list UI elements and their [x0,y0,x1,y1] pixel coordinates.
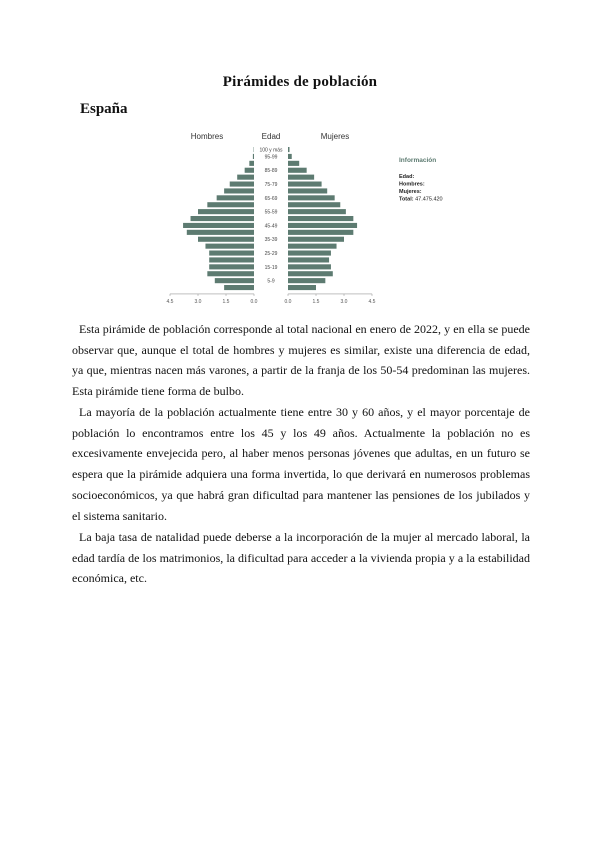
bar-mujeres-10-14 [288,271,333,276]
bar-hombres-10-14 [207,271,254,276]
bar-mujeres-95-99 [288,154,292,159]
age-label-65-69: 65-69 [264,195,278,202]
bar-hombres-55-59 [198,209,254,214]
bar-mujeres-90-94 [288,161,299,166]
paragraph-2: La mayoría de la población actualmente tiene entre 30 y 60 años, y el mayor porcentaje de población lo encontramos entre los 45 y los 49 años. Actualmente la población no es excesivamente envejecida pero, al haber menos personas jóvenes que adultas, en un futuro se espera que la pirámide adquiera una forma invertida, lo que derivará en numerosos problemas socioeconómicos, ya que habrá gran dificultad para mantener las pensiones de los jubilados y el sistema sanitario. [72,405,530,523]
age-label-35-39: 35-39 [264,237,278,244]
bar-hombres-65-69 [217,195,254,200]
info-panel-line-2: Mujeres: [399,189,422,195]
x-tick-label-0: 4.5 [166,298,174,305]
bar-mujeres-75-79 [288,182,322,187]
bar-mujeres-35-39 [288,237,344,242]
age-label-100-y-más: 100 y más [259,147,283,154]
bar-hombres-85-89 [245,168,254,173]
bar-mujeres-60-64 [288,202,340,207]
bar-hombres-5-9 [215,278,254,283]
x-tick-label-4: 0.0 [284,298,292,305]
info-panel-line-0: Edad: [399,174,415,180]
paragraph-1: Esta pirámide de población corresponde al total nacional en enero de 2022, y en ella se puede observar que, aunque el total de hombres y mujeres es similar, existe una diferencia de edad, ya que, mientras nacen más varones, a partir de la franja de los 50-54 predominan las mujeres. Esta pirámide tiene forma de bulbo. [72,322,530,399]
bar-mujeres-45-49 [288,223,357,228]
x-tick-label-6: 3.0 [340,298,348,305]
bar-hombres-50-54 [191,216,254,221]
bar-hombres-35-39 [198,237,254,242]
bar-mujeres-25-29 [288,251,331,256]
x-tick-label-5: 1.5 [312,298,320,305]
x-tick-label-3: 0.0 [250,298,258,305]
population-pyramid-chart [140,128,460,305]
x-tick-label-2: 1.5 [222,298,230,305]
bar-hombres-20-24 [209,257,254,262]
bar-hombres-0-4 [224,285,254,290]
bar-mujeres-55-59 [288,209,346,214]
age-label-25-29: 25-29 [264,251,278,257]
bar-mujeres-100-y-más [288,147,289,152]
age-label-45-49: 45-49 [264,223,278,230]
bar-mujeres-0-4 [288,285,316,290]
info-panel-line-3: Total: 47.475.420 [399,196,443,203]
age-label-5-9: 5-9 [267,278,275,285]
paragraph-3: La baja tasa de natalidad puede deberse a la incorporación de la mujer al mercado laboral, la edad tardía de los matrimonios, la dificultad para acceder a la vivienda propia y a la estabilidad económica, etc. [72,530,530,586]
info-panel-value-3: 47.475.420 [413,196,443,203]
bar-mujeres-5-9 [288,278,325,283]
bar-mujeres-70-74 [288,188,327,193]
section-subtitle: España [80,101,128,117]
bar-hombres-60-64 [207,202,254,207]
age-label-85-89: 85-89 [264,168,278,175]
bar-mujeres-50-54 [288,216,353,221]
age-label-15-19: 15-19 [264,264,278,271]
header-mujeres: Mujeres [320,132,350,141]
bar-hombres-80-84 [237,175,254,180]
bar-mujeres-85-89 [288,168,307,173]
bar-mujeres-40-44 [288,230,353,235]
header-hombres: Hombres [190,132,224,141]
bar-mujeres-20-24 [288,257,329,262]
bar-hombres-70-74 [224,188,254,193]
age-label-55-59: 55-59 [264,209,278,216]
bar-mujeres-15-19 [288,264,331,269]
x-tick-label-1: 3.0 [194,298,202,305]
bar-hombres-25-29 [209,251,254,256]
bar-hombres-95-99 [253,154,254,159]
bar-hombres-15-19 [209,264,254,269]
bar-hombres-30-34 [205,244,254,249]
bar-hombres-75-79 [230,182,254,187]
pyramid-svg [140,128,460,305]
x-tick-label-7: 4.5 [368,298,376,305]
bar-mujeres-65-69 [288,195,335,200]
bar-mujeres-30-34 [288,244,337,249]
bar-mujeres-80-84 [288,175,314,180]
header-edad: Edad [261,132,281,141]
bar-hombres-45-49 [183,223,254,228]
bar-hombres-40-44 [187,230,254,235]
bar-hombres-90-94 [249,161,254,166]
age-label-95-99: 95-99 [264,154,278,161]
age-label-75-79: 75-79 [264,182,278,188]
info-panel-line-1: Hombres: [399,181,425,188]
info-panel-heading: Información [399,157,437,164]
page-title: Pirámides de población [222,74,378,90]
